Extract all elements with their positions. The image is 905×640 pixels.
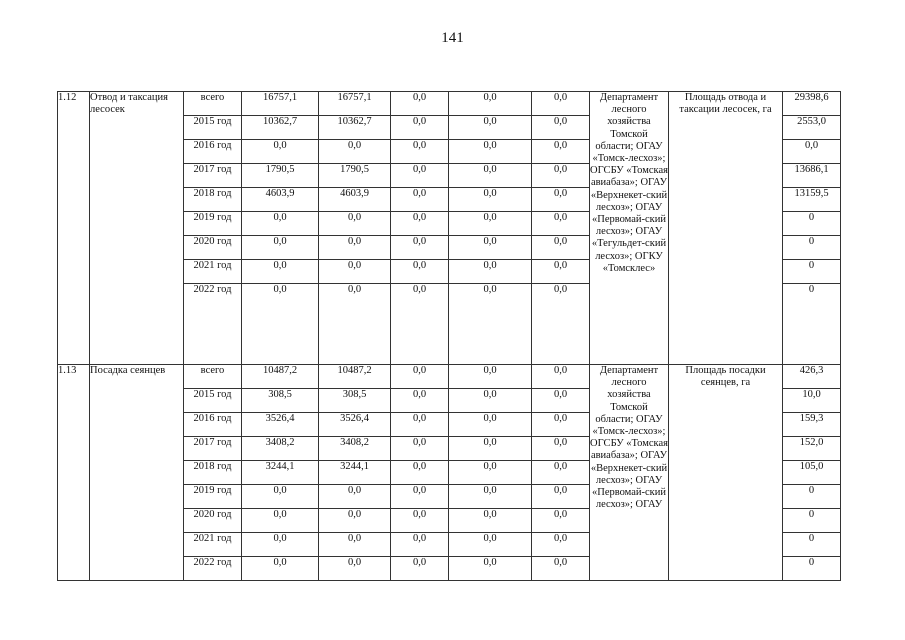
target-value: 0 — [783, 260, 841, 284]
target-value: 29398,6 — [783, 92, 841, 116]
target-value: 13686,1 — [783, 164, 841, 188]
item-number: 1.12 — [58, 92, 90, 365]
year-cell: всего — [184, 365, 242, 389]
value-federal: 0,0 — [391, 284, 449, 365]
year-cell: 2020 год — [184, 509, 242, 533]
value-local: 0,0 — [449, 164, 532, 188]
value-local: 0,0 — [449, 485, 532, 509]
value-regional: 3244,1 — [319, 461, 391, 485]
value-other: 0,0 — [532, 509, 590, 533]
value-federal: 0,0 — [391, 116, 449, 140]
value-federal: 0,0 — [391, 260, 449, 284]
year-cell: 2021 год — [184, 533, 242, 557]
value-other: 0,0 — [532, 533, 590, 557]
value-total: 3526,4 — [242, 413, 319, 437]
target-value: 0 — [783, 509, 841, 533]
value-total: 3244,1 — [242, 461, 319, 485]
value-total: 0,0 — [242, 485, 319, 509]
value-federal: 0,0 — [391, 485, 449, 509]
item-name: Отвод и таксация лесосек — [90, 92, 184, 365]
target-value: 0 — [783, 236, 841, 260]
value-regional: 0,0 — [319, 509, 391, 533]
year-cell: 2018 год — [184, 188, 242, 212]
value-regional: 0,0 — [319, 260, 391, 284]
value-local: 0,0 — [449, 533, 532, 557]
year-cell: 2017 год — [184, 164, 242, 188]
value-local: 0,0 — [449, 437, 532, 461]
year-cell: всего — [184, 92, 242, 116]
value-other: 0,0 — [532, 365, 590, 389]
value-regional: 10362,7 — [319, 116, 391, 140]
value-regional: 3526,4 — [319, 413, 391, 437]
value-local: 0,0 — [449, 236, 532, 260]
value-other: 0,0 — [532, 461, 590, 485]
value-other: 0,0 — [532, 164, 590, 188]
value-federal: 0,0 — [391, 389, 449, 413]
value-federal: 0,0 — [391, 164, 449, 188]
value-total: 0,0 — [242, 212, 319, 236]
value-federal: 0,0 — [391, 437, 449, 461]
value-regional: 0,0 — [319, 533, 391, 557]
value-other: 0,0 — [532, 92, 590, 116]
value-total: 10362,7 — [242, 116, 319, 140]
table-row — [58, 365, 841, 389]
year-cell: 2019 год — [184, 485, 242, 509]
target-value: 2553,0 — [783, 116, 841, 140]
value-regional: 0,0 — [319, 557, 391, 581]
value-local: 0,0 — [449, 284, 532, 365]
value-total: 16757,1 — [242, 92, 319, 116]
value-total: 0,0 — [242, 509, 319, 533]
value-federal: 0,0 — [391, 188, 449, 212]
year-cell: 2022 год — [184, 557, 242, 581]
value-local: 0,0 — [449, 212, 532, 236]
value-other: 0,0 — [532, 212, 590, 236]
year-cell: 2016 год — [184, 140, 242, 164]
value-other: 0,0 — [532, 260, 590, 284]
value-federal: 0,0 — [391, 533, 449, 557]
page-number: 141 — [441, 30, 464, 46]
value-local: 0,0 — [449, 389, 532, 413]
value-local: 0,0 — [449, 260, 532, 284]
value-federal: 0,0 — [391, 92, 449, 116]
value-local: 0,0 — [449, 92, 532, 116]
value-federal: 0,0 — [391, 212, 449, 236]
value-total: 10487,2 — [242, 365, 319, 389]
target-value: 0 — [783, 557, 841, 581]
value-local: 0,0 — [449, 140, 532, 164]
value-local: 0,0 — [449, 461, 532, 485]
value-total: 1790,5 — [242, 164, 319, 188]
value-federal: 0,0 — [391, 557, 449, 581]
value-total: 4603,9 — [242, 188, 319, 212]
value-federal: 0,0 — [391, 236, 449, 260]
table-row — [58, 92, 841, 116]
target-value: 0 — [783, 533, 841, 557]
value-local: 0,0 — [449, 413, 532, 437]
value-regional: 16757,1 — [319, 92, 391, 116]
value-other: 0,0 — [532, 485, 590, 509]
indicator-cell: Площадь отвода и таксации лесосек, га — [669, 92, 783, 365]
value-federal: 0,0 — [391, 413, 449, 437]
value-local: 0,0 — [449, 116, 532, 140]
year-cell: 2017 год — [184, 437, 242, 461]
value-other: 0,0 — [532, 140, 590, 164]
value-regional: 0,0 — [319, 236, 391, 260]
value-total: 0,0 — [242, 260, 319, 284]
value-regional: 0,0 — [319, 212, 391, 236]
year-cell: 2016 год — [184, 413, 242, 437]
value-other: 0,0 — [532, 116, 590, 140]
target-value: 13159,5 — [783, 188, 841, 212]
value-other: 0,0 — [532, 413, 590, 437]
year-cell: 2015 год — [184, 389, 242, 413]
indicator-cell: Площадь посадки сеянцев, га — [669, 365, 783, 581]
value-local: 0,0 — [449, 509, 532, 533]
value-regional: 10487,2 — [319, 365, 391, 389]
value-federal: 0,0 — [391, 461, 449, 485]
value-regional: 308,5 — [319, 389, 391, 413]
value-local: 0,0 — [449, 188, 532, 212]
value-other: 0,0 — [532, 389, 590, 413]
value-other: 0,0 — [532, 437, 590, 461]
value-regional: 0,0 — [319, 485, 391, 509]
year-cell: 2015 год — [184, 116, 242, 140]
year-cell: 2018 год — [184, 461, 242, 485]
target-value: 10,0 — [783, 389, 841, 413]
target-value: 0 — [783, 212, 841, 236]
value-local: 0,0 — [449, 557, 532, 581]
value-regional: 0,0 — [319, 140, 391, 164]
value-local: 0,0 — [449, 365, 532, 389]
value-total: 0,0 — [242, 236, 319, 260]
value-other: 0,0 — [532, 284, 590, 365]
target-value: 159,3 — [783, 413, 841, 437]
executor-cell: Департамент лесного хозяйства Томской области; ОГАУ «Томск-лесхоз»; ОГСБУ «Томская авиабаза»; ОГАУ «Верхнекет-ский лесхоз»; ОГАУ «Первомай-ский лесхоз»; ОГАУ «Тегульдет-ский лесхоз»; ОГКУ «Томсклес» — [590, 92, 669, 365]
target-value: 152,0 — [783, 437, 841, 461]
value-regional: 0,0 — [319, 284, 391, 365]
program-table — [57, 91, 841, 581]
value-total: 308,5 — [242, 389, 319, 413]
value-total: 0,0 — [242, 557, 319, 581]
value-federal: 0,0 — [391, 365, 449, 389]
executor-cell: Департамент лесного хозяйства Томской области; ОГАУ «Томск-лесхоз»; ОГСБУ «Томская авиабаза»; ОГАУ «Верхнекет-ский лесхоз»; ОГАУ «Первомай-ский лесхоз»; ОГАУ — [590, 365, 669, 581]
value-total: 0,0 — [242, 284, 319, 365]
value-regional: 3408,2 — [319, 437, 391, 461]
value-other: 0,0 — [532, 188, 590, 212]
value-total: 0,0 — [242, 140, 319, 164]
target-value: 426,3 — [783, 365, 841, 389]
value-federal: 0,0 — [391, 140, 449, 164]
target-value: 0,0 — [783, 140, 841, 164]
value-regional: 1790,5 — [319, 164, 391, 188]
item-number: 1.13 — [58, 365, 90, 581]
value-federal: 0,0 — [391, 509, 449, 533]
value-other: 0,0 — [532, 557, 590, 581]
target-value: 0 — [783, 284, 841, 365]
value-total: 3408,2 — [242, 437, 319, 461]
target-value: 105,0 — [783, 461, 841, 485]
year-cell: 2019 год — [184, 212, 242, 236]
year-cell: 2022 год — [184, 284, 242, 365]
value-regional: 4603,9 — [319, 188, 391, 212]
target-value: 0 — [783, 485, 841, 509]
year-cell: 2021 год — [184, 260, 242, 284]
value-other: 0,0 — [532, 236, 590, 260]
value-total: 0,0 — [242, 533, 319, 557]
item-name: Посадка сеянцев — [90, 365, 184, 581]
year-cell: 2020 год — [184, 236, 242, 260]
